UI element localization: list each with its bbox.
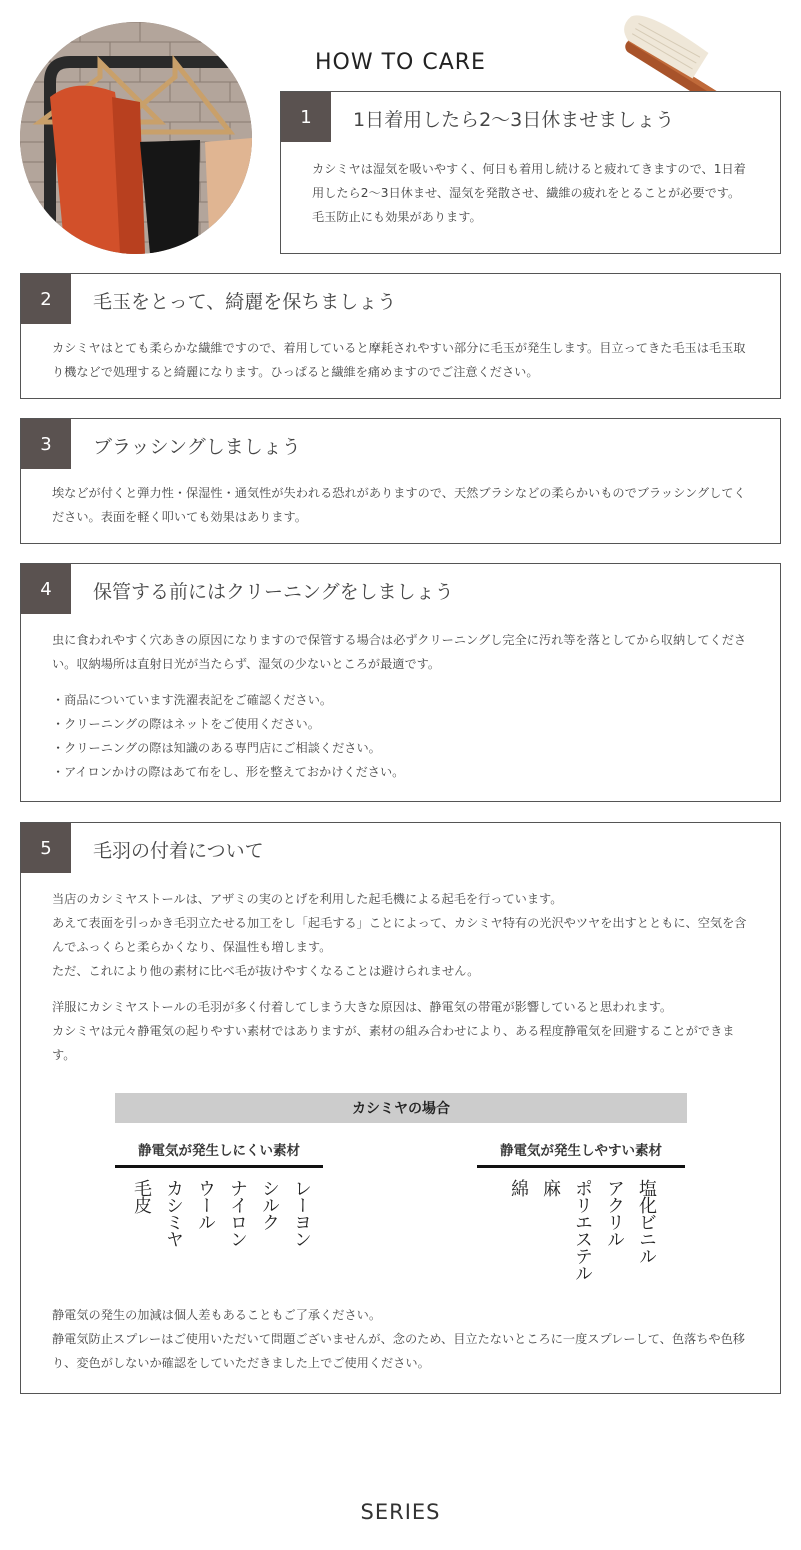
high-static-header: 静電気が発生しやすい素材 (477, 1133, 685, 1168)
low-static-materials (128, 1179, 314, 1247)
section-notes (52, 1303, 750, 1375)
section-title: 毛羽の付着について (93, 840, 264, 862)
care-section-5 (20, 822, 781, 1394)
material-item: レーヨン (291, 1179, 312, 1247)
material-item: カシミヤ (163, 1179, 184, 1247)
material-item: シルク (259, 1179, 280, 1230)
material-item: アクリル (604, 1179, 625, 1247)
section-title: 1日着用したら2〜3日休ませましょう (353, 109, 675, 131)
paragraph: 洋服にカシミヤストールの毛羽が多く付着してしまう大きな原因は、静電気の帯電が影響していると思われます。 (52, 1000, 673, 1014)
section-number: 3 (21, 419, 71, 469)
bullet-item: ・アイロンかけの際はあて布をし、形を整えておかけください。 (52, 765, 405, 779)
care-section-1 (280, 91, 781, 254)
care-section-4 (20, 563, 781, 802)
how-to-care-heading: HOW TO CARE (315, 50, 486, 75)
material-item: 綿 (508, 1179, 529, 1196)
paragraph: カシミヤは湿気を吸いやすく、何日も着用し続けると疲れてきますので、1日着用したら2〜3日休ませ、湿気を発散させ、繊維の疲れをとることが必要です。毛玉防止にも効果があります。 (312, 162, 746, 224)
section-body (52, 628, 750, 784)
paragraph: カシミヤは元々静電気の起りやすい素材ではありますが、素材の組み合わせにより、ある程度静電気を回避することができます。 (52, 1024, 735, 1062)
section-body (52, 481, 750, 529)
clothes-rack-photo (20, 22, 252, 254)
material-item: ナイロン (227, 1179, 248, 1247)
note: 静電気防止スプレーはご使用いただいて問題ございませんが、念のため、目立たないところに一度スプレーして、色落ちや色移り、変色がしないか確認をしていただきました上でご使用ください。 (52, 1332, 745, 1370)
bullet-item: ・クリーニングの際は知識のある専門店にご相談ください。 (52, 741, 381, 755)
series-heading: SERIES (360, 1500, 441, 1524)
paragraph: 当店のカシミヤストールは、アザミの実のとげを利用した起毛機による起毛を行っています。 (52, 892, 563, 906)
material-item: 塩化ビニル (636, 1179, 657, 1264)
material-item: ポリエステル (572, 1179, 593, 1281)
paragraph: あえて表面を引っかき毛羽立たせる加工をし「起毛する」ことによって、カシミヤ特有の光沢やツヤを出すとともに、空気を含んでふっくらと柔らかくなり、保温性も増します。 (52, 916, 747, 954)
paragraph: カシミヤはとても柔らかな繊維ですので、着用していると摩耗されやすい部分に毛玉が発生します。目立ってきた毛玉は毛玉取り機などで処理すると綺麗になります。ひっぱると繊維を痛めますのでご注意ください。 (52, 341, 746, 379)
section-number: 5 (21, 823, 71, 873)
high-static-materials (505, 1179, 659, 1281)
care-section-3 (20, 418, 781, 544)
section-title: 保管する前にはクリーニングをしましょう (93, 581, 454, 603)
section-number: 4 (21, 564, 71, 614)
bullet-item: ・クリーニングの際はネットをご使用ください。 (52, 717, 320, 731)
section-body (52, 336, 750, 384)
section-number: 1 (281, 92, 331, 142)
paragraph: 埃などが付くと弾力性・保湿性・通気性が失われる恐れがありますので、天然ブラシなどの柔らかいものでブラッシングしてください。表面を軽く叩いても効果はあります。 (52, 486, 746, 524)
section-number: 2 (21, 274, 71, 324)
static-table-title: カシミヤの場合 (115, 1093, 687, 1123)
paragraph: ただ、これにより他の素材に比べ毛が抜けやすくなることは避けられません。 (52, 964, 480, 978)
material-item: 毛皮 (131, 1179, 152, 1213)
material-item: 麻 (540, 1179, 561, 1196)
section-title: ブラッシングしましょう (93, 436, 301, 458)
section-title: 毛玉をとって、綺麗を保ちましょう (93, 291, 397, 313)
note: 静電気の発生の加減は個人差もあることもご了承ください。 (52, 1308, 382, 1322)
material-item: ウール (195, 1179, 216, 1230)
paragraph: 虫に食われやすく穴あきの原因になりますので保管する場合は必ずクリーニングし完全に汚れ等を落としてから収納してください。収納場所は直射日光が当たらず、湿気の少ないところが最適です。 (52, 633, 747, 671)
section-body (52, 887, 750, 1067)
section-body (312, 157, 750, 229)
low-static-header: 静電気が発生しにくい素材 (115, 1133, 323, 1168)
bullet-item: ・商品についています洗濯表記をご確認ください。 (52, 693, 333, 707)
care-section-2 (20, 273, 781, 399)
